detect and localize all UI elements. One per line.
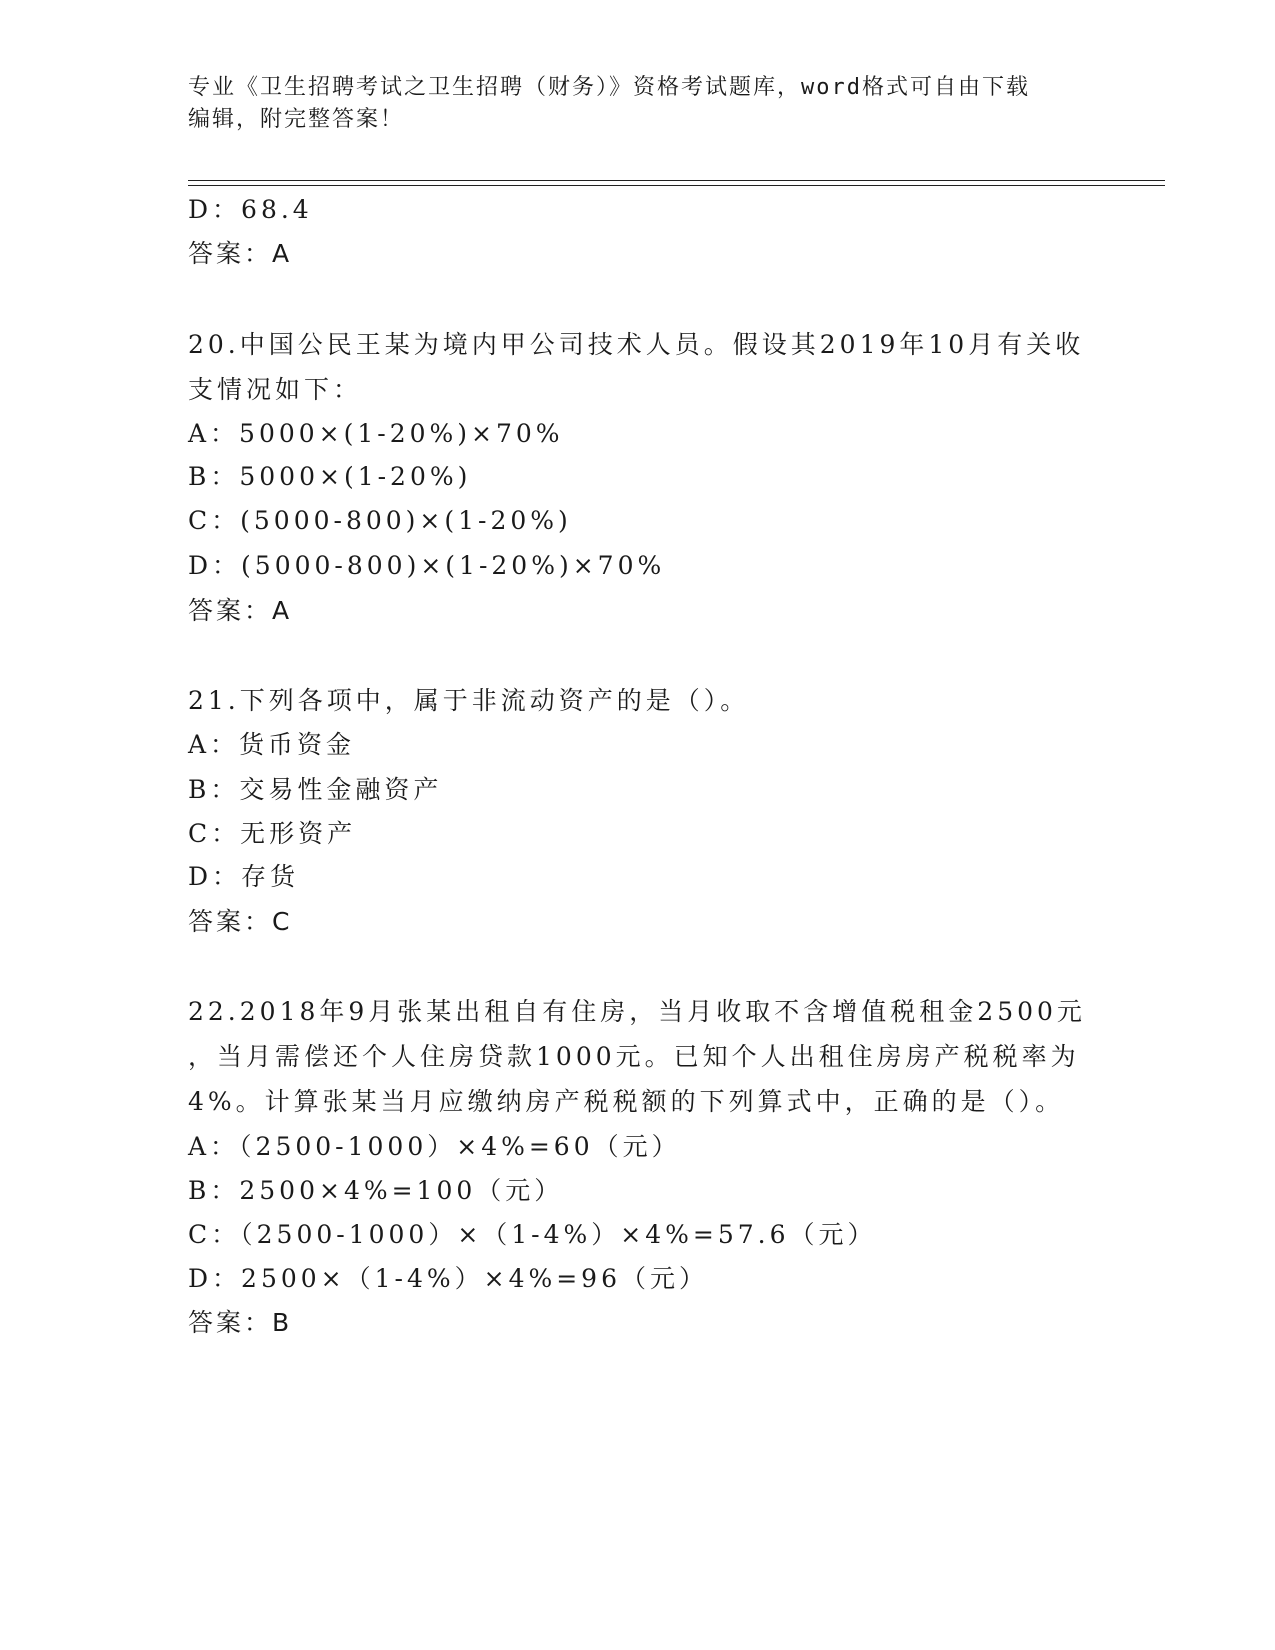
q20-option-d: D：(5000-800)×(1-20%)×70% (188, 551, 666, 580)
header-divider-top (188, 180, 1165, 181)
header-line-1: 专业《卫生招聘考试之卫生招聘（财务）》资格考试题库，word格式可自由下载 (188, 75, 1030, 100)
header-divider-bottom (188, 185, 1165, 186)
q22-option-c: C：（2500-1000）×（1-4%）×4%=57.6（元） (188, 1220, 877, 1249)
q20-option-c: C：(5000-800)×(1-20%) (188, 506, 572, 535)
q22-stem-line-2: ，当月需偿还个人住房贷款1000元。已知个人出租住房房产税税率为 (188, 1042, 1080, 1071)
q21-option-b: B：交易性金融资产 (188, 775, 443, 804)
q21-stem: 21.下列各项中，属于非流动资产的是（）。 (188, 686, 750, 715)
q21-option-c: C：无形资产 (188, 819, 357, 848)
q22-answer: 答案：B (188, 1308, 293, 1337)
q22-option-d: D：2500×（1-4%）×4%=96（元） (188, 1264, 708, 1293)
q20-stem-line-2: 支情况如下： (188, 375, 363, 404)
q21-option-a: A：货币资金 (188, 730, 356, 759)
q21-answer: 答案：C (188, 907, 293, 936)
document-header (188, 72, 1088, 136)
q22-stem-line-3: 4%。计算张某当月应缴纳房产税税额的下列算式中，正确的是（）。 (188, 1087, 1065, 1116)
header-line-2: 编辑，附完整答案！ (188, 107, 405, 132)
q22-option-a: A：（2500-1000）×4%=60（元） (188, 1132, 681, 1161)
q20-stem-line-1: 20.中国公民王某为境内甲公司技术人员。假设其2019年10月有关收 (188, 330, 1085, 359)
q22-stem-line-1: 22.2018年9月张某出租自有住房，当月收取不含增值税租金2500元 (188, 997, 1086, 1026)
q21-option-d: D：存货 (188, 862, 300, 891)
q22-option-b: B：2500×4%=100（元） (188, 1176, 564, 1205)
q20-option-a: A：5000×(1-20%)×70% (188, 419, 564, 448)
q20-option-b: B：5000×(1-20%) (188, 462, 472, 491)
q19-option-d: D：68.4 (188, 195, 313, 224)
q19-answer: 答案：A (188, 239, 293, 268)
q20-answer: 答案：A (188, 596, 293, 625)
